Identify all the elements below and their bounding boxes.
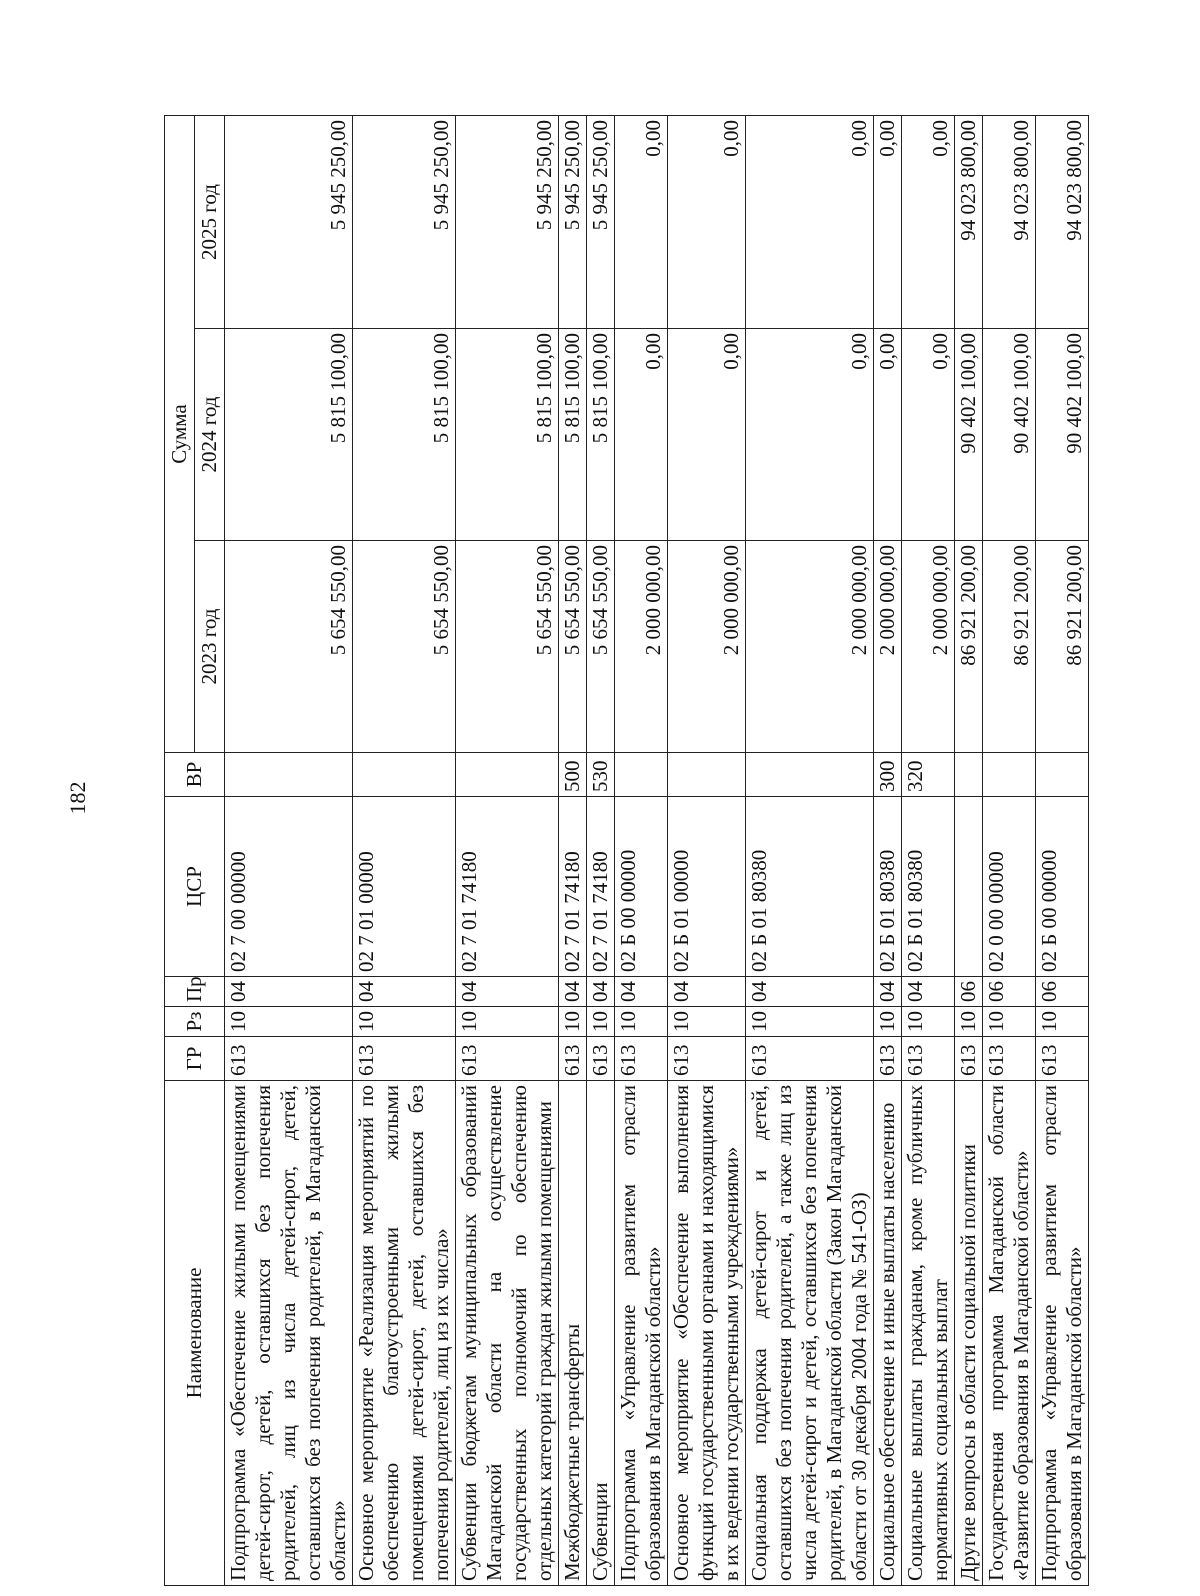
cell-2025: 5 945 250,00 [587,115,615,328]
cell-vr [225,753,353,797]
header-vr: ВР [165,753,225,797]
cell-csr: 02 Б 01 80380 [874,797,902,977]
cell-pr: 06 [1036,977,1089,1007]
cell-2025: 5 945 250,00 [559,115,587,328]
cell-2025: 5 945 250,00 [353,115,456,328]
cell-gr: 613 [353,1037,456,1081]
cell-gr: 613 [225,1037,353,1081]
header-2024: 2024 год [195,329,225,541]
cell-2024: 5 815 100,00 [559,329,587,541]
cell-name: Субвенции [587,1081,615,1586]
table-row [456,115,559,1585]
cell-2024: 0,00 [874,329,902,541]
cell-2024: 0,00 [615,329,668,541]
cell-gr: 613 [456,1037,559,1081]
cell-gr: 613 [983,1037,1036,1081]
cell-rz: 10 [225,1007,353,1037]
cell-2024: 0,00 [902,329,955,541]
cell-pr: 04 [587,977,615,1007]
table-row [615,115,668,1585]
header-2025: 2025 год [195,115,225,328]
cell-2023: 5 654 550,00 [225,541,353,753]
cell-2025: 0,00 [615,115,668,328]
cell-2024: 0,00 [746,329,874,541]
cell-2024: 0,00 [668,329,746,541]
header-rz: Рз [165,1007,225,1037]
cell-csr: 02 7 01 74180 [587,797,615,977]
cell-2024: 90 402 100,00 [955,329,983,541]
cell-name: Социальная поддержка детей-сирот и детей, оставшихся без попечения родителей, а также лиц из числа детей-сирот и детей, оставшихся без попечения родителей, в Магаданской области (Закон Магаданской области от 30 декабря 2004 года № 541-ОЗ) [746,1081,874,1586]
table-row [1036,115,1089,1585]
cell-name: Другие вопросы в области социальной политики [955,1081,983,1586]
cell-2023: 86 921 200,00 [983,541,1036,753]
cell-2025: 0,00 [874,115,902,328]
table-row [902,115,955,1585]
cell-rz: 10 [587,1007,615,1037]
cell-2023: 5 654 550,00 [559,541,587,753]
cell-csr: 02 Б 00 00000 [1036,797,1089,977]
cell-rz: 10 [353,1007,456,1037]
cell-name: Основное мероприятие «Реализация мероприятий по обеспечению благоустроенными жилыми помещениями детей-сирот, детей, оставшихся без попечения родителей, лиц из их числа» [353,1081,456,1586]
table-row [668,115,746,1585]
header-csr: ЦСР [165,797,225,977]
table-row [955,115,983,1585]
cell-2023: 5 654 550,00 [353,541,456,753]
cell-csr: 02 0 00 00000 [983,797,1036,977]
cell-vr: 320 [902,753,955,797]
cell-rz: 10 [456,1007,559,1037]
cell-2023: 86 921 200,00 [1036,541,1089,753]
cell-2023: 86 921 200,00 [955,541,983,753]
cell-2023: 2 000 000,00 [668,541,746,753]
cell-2025: 94 023 800,00 [955,115,983,328]
cell-2023: 2 000 000,00 [874,541,902,753]
cell-gr: 613 [955,1037,983,1081]
cell-pr: 04 [668,977,746,1007]
cell-vr [668,753,746,797]
cell-name: Социальное обеспечение и иные выплаты населению [874,1081,902,1586]
cell-2025: 0,00 [746,115,874,328]
table-row [746,115,874,1585]
cell-2023: 2 000 000,00 [746,541,874,753]
cell-2023: 2 000 000,00 [615,541,668,753]
table-row [559,115,587,1585]
cell-csr: 02 7 00 00000 [225,797,353,977]
cell-csr [955,797,983,977]
cell-pr: 04 [874,977,902,1007]
cell-rz: 10 [559,1007,587,1037]
header-pr: Пр [165,977,225,1007]
cell-vr [1036,753,1089,797]
cell-vr [615,753,668,797]
cell-rz: 10 [874,1007,902,1037]
cell-rz: 10 [983,1007,1036,1037]
header-name: Наименование [165,1081,225,1586]
cell-vr [955,753,983,797]
cell-2023: 2 000 000,00 [902,541,955,753]
cell-pr: 04 [559,977,587,1007]
cell-rz: 10 [746,1007,874,1037]
cell-pr: 04 [902,977,955,1007]
cell-name: Межбюджетные трансферты [559,1081,587,1586]
cell-csr: 02 7 01 00000 [353,797,456,977]
cell-gr: 613 [1036,1037,1089,1081]
cell-name: Подпрограмма «Обеспечение жилыми помещениями детей-сирот, детей, оставшихся без попечения родителей, лиц из числа детей-сирот, детей, оставшихся без попечения родителей, в Магаданской области» [225,1081,353,1586]
cell-vr [353,753,456,797]
cell-pr: 04 [456,977,559,1007]
cell-2025: 94 023 800,00 [1036,115,1089,328]
table-row [587,115,615,1585]
cell-vr [746,753,874,797]
cell-gr: 613 [874,1037,902,1081]
cell-rz: 10 [955,1007,983,1037]
cell-gr: 613 [587,1037,615,1081]
cell-gr: 613 [668,1037,746,1081]
rotated-table-container [164,116,1104,1586]
cell-rz: 10 [668,1007,746,1037]
cell-2023: 5 654 550,00 [587,541,615,753]
table-row [225,115,353,1585]
cell-2025: 0,00 [668,115,746,328]
cell-pr: 04 [225,977,353,1007]
cell-pr: 06 [955,977,983,1007]
cell-2025: 5 945 250,00 [456,115,559,328]
table-row [874,115,902,1585]
cell-csr: 02 Б 01 80380 [746,797,874,977]
cell-2023: 5 654 550,00 [456,541,559,753]
cell-vr: 530 [587,753,615,797]
cell-csr: 02 7 01 74180 [559,797,587,977]
cell-name: Подпрограмма «Управление развитием отрасли образования в Магаданской области» [1036,1081,1089,1586]
cell-gr: 613 [615,1037,668,1081]
budget-table [164,115,1089,1586]
cell-name: Субвенции бюджетам муниципальных образований Магаданской области на осуществление государственных полномочий по обеспечению отдельных категорий граждан жилыми помещениями [456,1081,559,1586]
cell-csr: 02 Б 01 80380 [902,797,955,977]
cell-2024: 5 815 100,00 [587,329,615,541]
cell-csr: 02 Б 01 00000 [668,797,746,977]
header-sum: Сумма [165,115,195,752]
table-row [353,115,456,1585]
cell-2024: 90 402 100,00 [983,329,1036,541]
cell-pr: 06 [983,977,1036,1007]
cell-rz: 10 [615,1007,668,1037]
cell-2024: 90 402 100,00 [1036,329,1089,541]
cell-vr: 500 [559,753,587,797]
table-row [983,115,1036,1585]
cell-pr: 04 [746,977,874,1007]
cell-2025: 5 945 250,00 [225,115,353,328]
cell-csr: 02 Б 00 00000 [615,797,668,977]
cell-name: Подпрограмма «Управление развитием отрасли образования в Магаданской области» [615,1081,668,1586]
cell-name: Государственная программа Магаданской области «Развитие образования в Магаданской области» [983,1081,1036,1586]
cell-2024: 5 815 100,00 [353,329,456,541]
cell-pr: 04 [615,977,668,1007]
cell-vr: 300 [874,753,902,797]
cell-name: Социальные выплаты гражданам, кроме публичных нормативных социальных выплат [902,1081,955,1586]
cell-vr [983,753,1036,797]
header-gr: ГР [165,1037,225,1081]
cell-2024: 5 815 100,00 [456,329,559,541]
header-2023: 2023 год [195,541,225,753]
cell-2025: 94 023 800,00 [983,115,1036,328]
cell-gr: 613 [559,1037,587,1081]
cell-name: Основное мероприятие «Обеспечение выполнения функций государственными органами и находящимися в их ведении государственными учреждениями» [668,1081,746,1586]
cell-pr: 04 [353,977,456,1007]
cell-rz: 10 [1036,1007,1089,1037]
cell-2025: 0,00 [902,115,955,328]
cell-csr: 02 7 01 74180 [456,797,559,977]
page-number: 182 [65,781,90,815]
cell-vr [456,753,559,797]
cell-gr: 613 [902,1037,955,1081]
cell-2024: 5 815 100,00 [225,329,353,541]
cell-gr: 613 [746,1037,874,1081]
cell-rz: 10 [902,1007,955,1037]
